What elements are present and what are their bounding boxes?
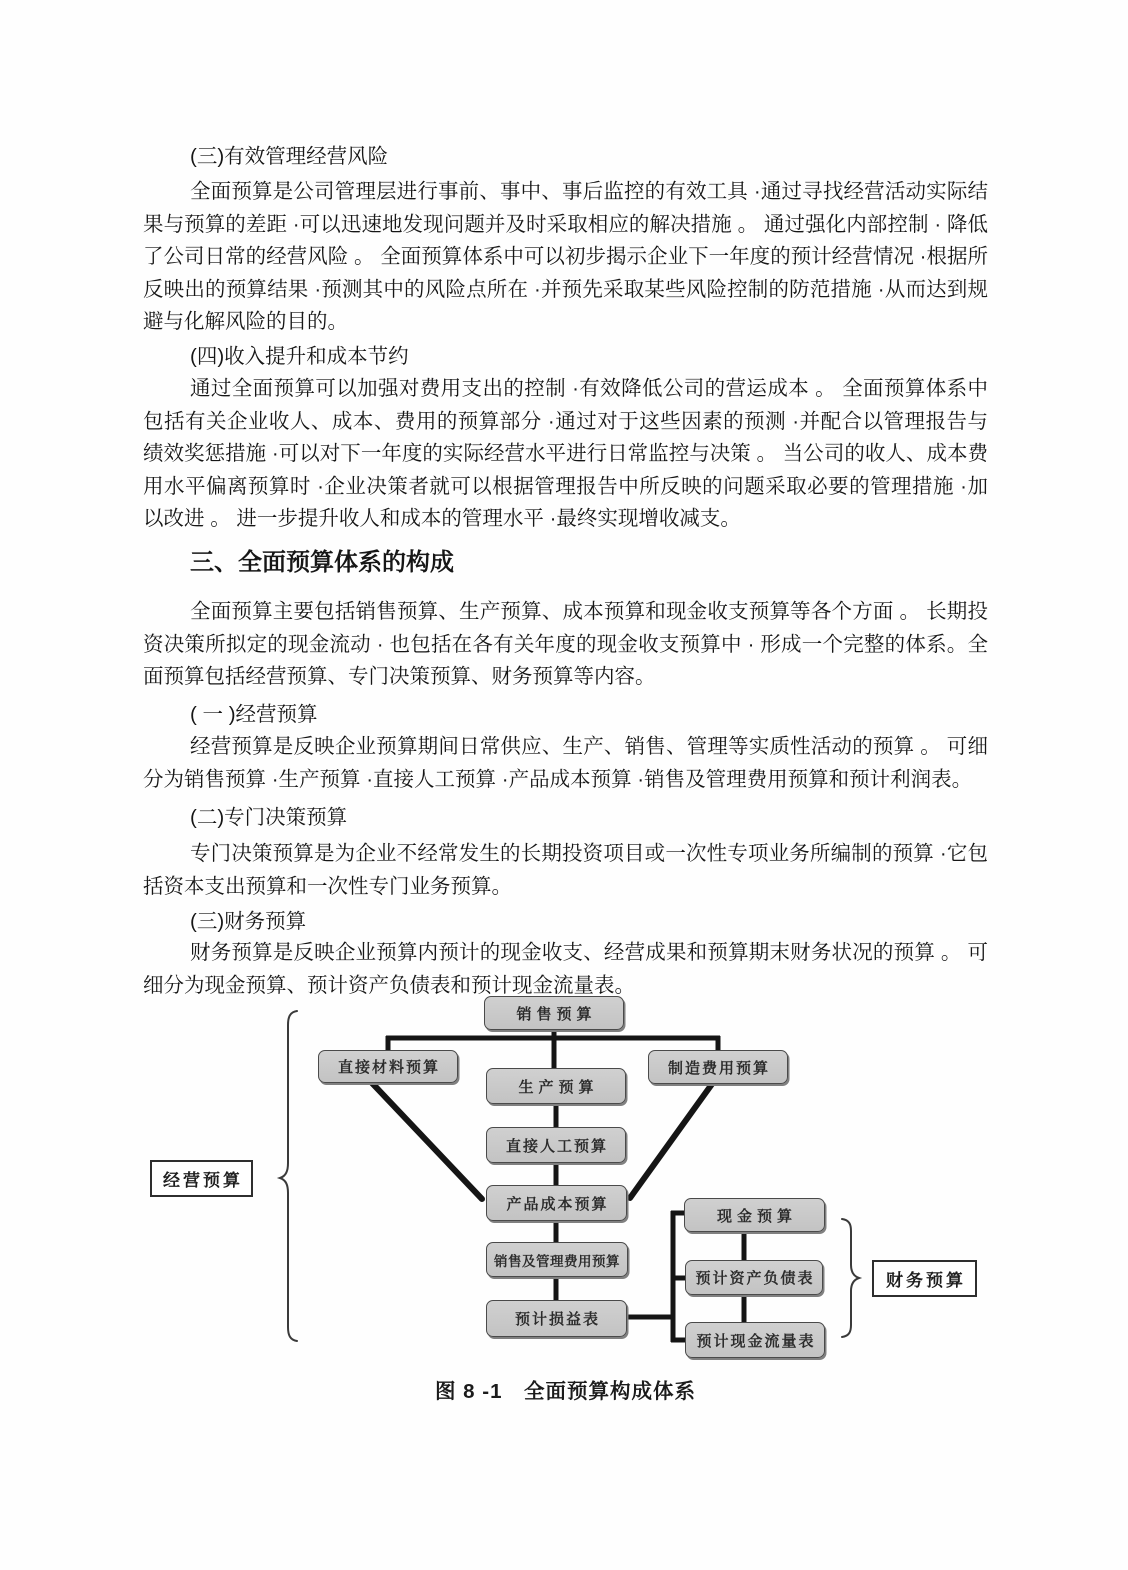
- diagram-label-financial-budget: 财务预算: [872, 1260, 977, 1297]
- paragraph-income-saving: 通过全面预算可以加强对费用支出的控制 ·有效降低公司的营运成本 。 全面预算体系中包括有关企业收人、成本、费用的预算部分 ·通过对于这些因素的预测 ·并配合以管理报告与绩效奖惩措施 ·可以对下一年度的实际经营水平进行日常监控与决策 。 当公司的收人、成本费用水平偏离预算时 ·企业决策者就可以根据管理报告中所反映的问题采取必要的管理措施 ·加以改进 。 进一步提升收人和成本的管理水平 ·最终实现增收减支。: [143, 377, 988, 530]
- paragraph-risk-management: 全面预算是公司管理层进行事前、事中、事后监控的有效工具 ·通过寻找经营活动实际结果与预算的差距 ·可以迅速地发现问题并及时采取相应的解决措施 。 通过强化内部控制 · 降低了公司日常的经营风险 。 全面预算体系中可以初步揭示企业下一年度的预计经营情况 ·根据所反映出的预算结果 ·预测其中的风险点所在 ·并预先采取某些风险控制的防范措施 ·从而达到规避与化解风险的目的。: [143, 180, 988, 333]
- heading-financial-budget: (三)财务预算: [190, 910, 307, 933]
- diagram-box-production-budget: 生产预算: [486, 1068, 626, 1104]
- diagram-box-cash-budget: 现金预算: [684, 1198, 825, 1232]
- diagram-box-sales-budget: 销售预算: [484, 996, 624, 1030]
- heading-risk-management: (三)有效管理经营风险: [190, 145, 389, 168]
- diagram-box-projected-income-statement: 预计损益表: [486, 1300, 627, 1337]
- diagram-box-manufacturing-overhead-budget: 制造费用预算: [648, 1050, 788, 1084]
- diagram-box-selling-admin-expense-budget: 销售及管理费用预算: [486, 1242, 628, 1277]
- paragraph-financial-budget: 财务预算是反映企业预算内预计的现金收支、经营成果和预算期末财务状况的预算 。 可细分为现金预算、预计资产负债表和预计现金流量表。: [143, 941, 988, 997]
- section-heading-budget-structure: 三、全面预算体系的构成: [190, 549, 454, 576]
- heading-special-budget: (二)专门决策预算: [190, 806, 348, 829]
- figure-caption: 图 8 -1 全面预算构成体系: [434, 1380, 697, 1403]
- paragraph-special-budget: 专门决策预算是为企业不经常发生的长期投资项目或一次性专项业务所编制的预算 ·它包括资本支出预算和一次性专门业务预算。: [143, 842, 988, 898]
- diagram-box-product-cost-budget: 产品成本预算: [486, 1185, 627, 1221]
- diagram-box-direct-materials-budget: 直接材料预算: [318, 1050, 458, 1083]
- heading-operating-budget: ( 一 )经营预算: [190, 703, 318, 726]
- paragraph-budget-overview: 全面预算主要包括销售预算、生产预算、成本预算和现金收支预算等各个方面 。 长期投资决策所拟定的现金流动 · 也包括在各有关年度的现金收支预算中 · 形成一个完整的体系。全面预算包括经营预算、专门决策预算、财务预算等内容。: [143, 600, 988, 688]
- diagram-box-projected-balance-sheet: 预计资产负债表: [685, 1260, 823, 1295]
- diagram-box-direct-labor-budget: 直接人工预算: [486, 1127, 626, 1163]
- paragraph-operating-budget: 经营预算是反映企业预算期间日常供应、生产、销售、管理等实质性活动的预算 。 可细分为销售预算 ·生产预算 ·直接人工预算 ·产品成本预算 ·销售及管理费用预算和预计利润表。: [143, 735, 988, 791]
- diagram-label-operating-budget: 经营预算: [150, 1160, 253, 1197]
- heading-income-saving: (四)收入提升和成本节约: [190, 345, 409, 368]
- diagram-box-projected-cash-flow-statement: 预计现金流量表: [685, 1322, 825, 1358]
